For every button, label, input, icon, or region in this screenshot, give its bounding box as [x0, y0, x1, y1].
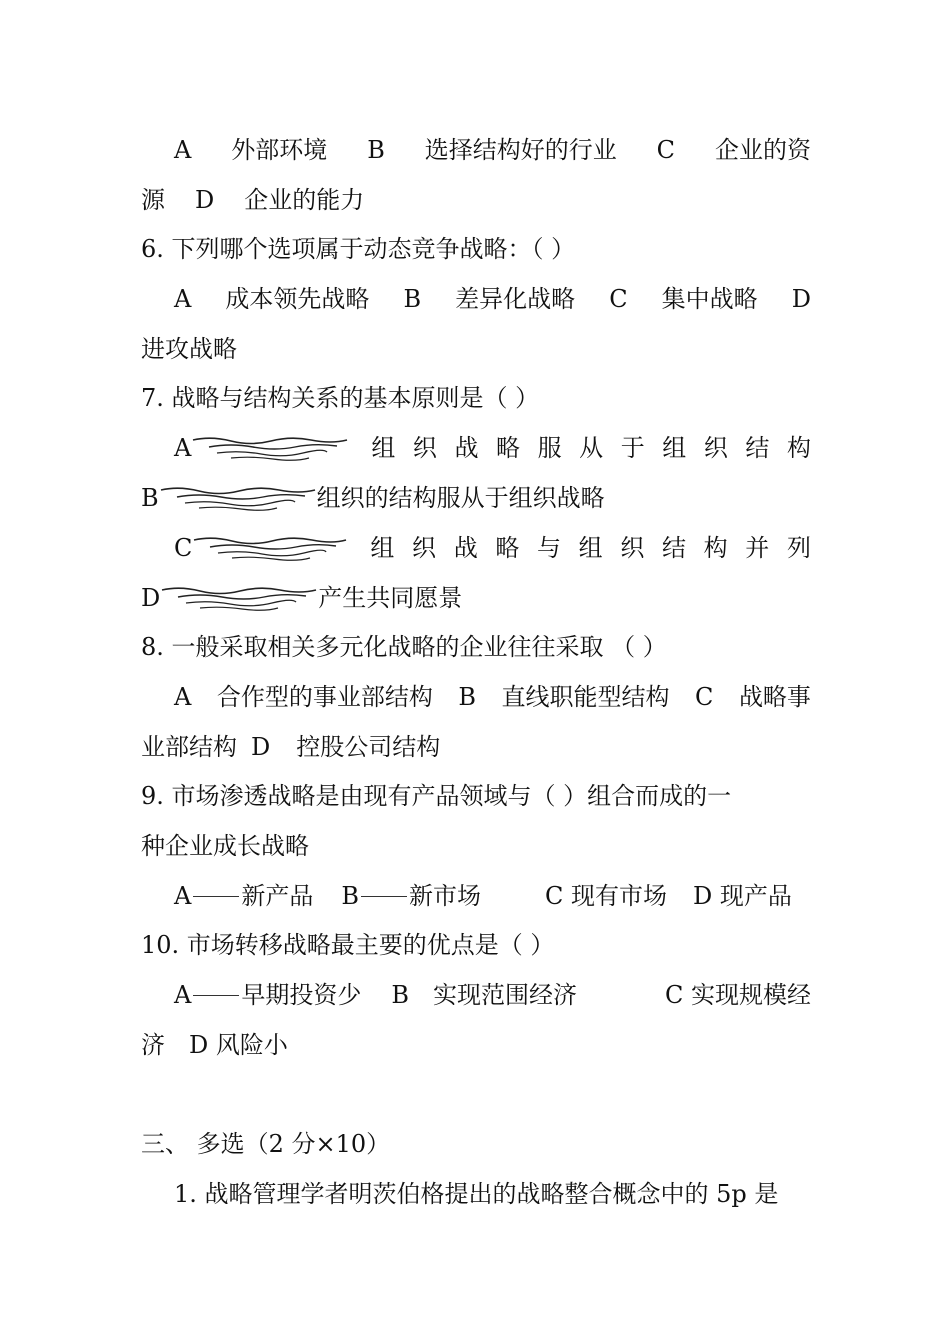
- q8-option-a-text: 合作型的事业部结构: [216, 683, 433, 711]
- q5-options-line1: [174, 134, 811, 166]
- scribble-mark-icon: [160, 584, 318, 612]
- q5-option-a-label: A: [174, 136, 192, 164]
- q8-options-line1: [174, 681, 811, 713]
- q7-option-a-char: 构: [786, 434, 811, 462]
- q5-option-d-text: 企业的能力: [244, 186, 365, 214]
- q5-option-a-text: 外部环境: [231, 136, 328, 164]
- q6-option-b-text: 差异化战略: [455, 285, 576, 313]
- q9-stem-line1: 9. 市场渗透战略是由现有产品领域与（ ）组合而成的一: [141, 782, 732, 810]
- q7-option-d-label: D: [141, 584, 161, 612]
- q10-options-line2: [141, 1029, 811, 1061]
- scribble-mark-icon: [192, 534, 348, 562]
- q5-option-b-text: 选择结构好的行业: [424, 136, 617, 164]
- section-3-q1-stem: 1. 战略管理学者明茨伯格提出的战略整合概念中的 5p 是: [174, 1180, 779, 1208]
- q5-option-d-label: D: [195, 186, 215, 214]
- q5-option-c-text: 企业的资: [714, 136, 811, 164]
- dash-mark: [193, 995, 239, 996]
- q6-option-a-text: 成本领先战略: [225, 285, 370, 313]
- q7-option-b-text: 组织的结构服从于组织战略: [316, 484, 605, 512]
- q7-option-c-char: 战: [453, 534, 478, 562]
- q7-option-c-char: 织: [412, 534, 437, 562]
- q7-option-c-char: 构: [703, 534, 728, 562]
- q5-option-b-label: B: [367, 136, 385, 164]
- q9-option-b-label: B: [341, 882, 359, 910]
- q6-option-b-label: B: [403, 285, 422, 313]
- q7-option-c-char: 结: [661, 534, 686, 562]
- q10-option-c: C 实现规模经: [665, 981, 811, 1009]
- q7-option-b-label: B: [141, 484, 159, 512]
- q6-option-c-text: 集中战略: [661, 285, 758, 313]
- q8-options-line2: [141, 731, 811, 763]
- q7-option-c-char: 织: [620, 534, 645, 562]
- scribble-mark-icon: [159, 484, 317, 512]
- q10-option-b-label: B: [391, 981, 409, 1009]
- q9-option-c: C 现有市场: [544, 882, 667, 910]
- q5-option-c-label: C: [656, 136, 676, 164]
- q10-option-a-label: A: [174, 981, 192, 1009]
- q7-stem: 7. 战略与结构关系的基本原则是（ ）: [141, 384, 540, 412]
- q7-option-c-label: C: [174, 534, 193, 562]
- q7-option-c-char: 列: [786, 534, 811, 562]
- q9-option-a-text: 新产品: [241, 882, 314, 910]
- q7-option-a-char: 结: [745, 434, 770, 462]
- q7-option-a-char: 织: [412, 434, 437, 462]
- dash-mark: [361, 896, 407, 897]
- q8-option-b-text: 直线职能型结构: [501, 683, 670, 711]
- q6-options-line1: [174, 283, 811, 315]
- q7-option-a-char: 服: [537, 434, 562, 462]
- q8-option-c-tail: 业部结构: [141, 733, 237, 761]
- q8-option-b-label: B: [458, 683, 477, 711]
- q6-option-d-text: 进攻战略: [141, 335, 237, 363]
- q9-stem-line2: 种企业成长战略: [141, 832, 309, 860]
- q7-option-a-char: 织: [703, 434, 728, 462]
- q8-option-d-label: D: [251, 733, 271, 761]
- q5-option-c-tail: 源: [141, 186, 165, 214]
- q7-option-a: [174, 432, 811, 464]
- dash-mark: [193, 896, 239, 897]
- q7-option-c-char: 略: [495, 534, 520, 562]
- q7-option-a-label: A: [174, 434, 192, 462]
- q10-options-line1: [174, 979, 811, 1011]
- q7-option-c-text: [370, 532, 811, 564]
- q8-option-c-label: C: [695, 683, 714, 711]
- q7-option-a-char: 略: [496, 434, 521, 462]
- q10-option-b-text: 实现范围经济: [432, 981, 577, 1009]
- q10-option-d: D 风险小: [189, 1031, 288, 1059]
- q8-option-c-text: 战略事: [738, 683, 811, 711]
- q7-option-d-text: 产生共同愿景: [318, 584, 463, 612]
- q7-option-c-char: 并: [745, 534, 770, 562]
- q7-option-a-char: 于: [620, 434, 645, 462]
- q7-option-a-char: 组: [371, 434, 396, 462]
- q6-option-c-label: C: [609, 285, 628, 313]
- q10-option-c-tail: 济: [141, 1031, 165, 1059]
- q7-option-c-char: 组: [370, 534, 395, 562]
- q10-stem: 10. 市场转移战略最主要的优点是（ ）: [141, 931, 555, 959]
- q6-stem: 6. 下列哪个选项属于动态竞争战略：（ ）: [141, 235, 576, 263]
- q7-option-a-text: [371, 432, 811, 464]
- q7-option-d: [141, 582, 811, 614]
- q8-option-d-text: 控股公司结构: [296, 733, 441, 761]
- q5-options-line2: [141, 184, 811, 216]
- q7-option-c: [174, 532, 811, 564]
- q7-option-c-char: 与: [537, 534, 561, 562]
- q7-option-a-char: 从: [579, 434, 604, 462]
- q6-option-d-label: D: [791, 285, 811, 313]
- q9-options: [174, 880, 811, 912]
- q9-option-b-text: 新市场: [408, 882, 481, 910]
- q8-option-a-label: A: [174, 683, 192, 711]
- scribble-mark-icon: [191, 434, 349, 462]
- q9-option-a-label: A: [174, 882, 192, 910]
- q10-option-a-text: 早期投资少: [241, 981, 362, 1009]
- q7-option-a-char: 组: [662, 434, 687, 462]
- q7-option-b: [141, 482, 811, 514]
- q6-option-a-label: A: [174, 285, 192, 313]
- q7-option-a-char: 战: [454, 434, 479, 462]
- q8-stem: 8. 一般采取相关多元化战略的企业往往采取 （ ）: [141, 633, 667, 661]
- q9-option-d: D 现产品: [692, 882, 792, 910]
- q7-option-c-char: 组: [578, 534, 603, 562]
- section-3-heading: 三、 多选（2 分×10）: [141, 1130, 391, 1158]
